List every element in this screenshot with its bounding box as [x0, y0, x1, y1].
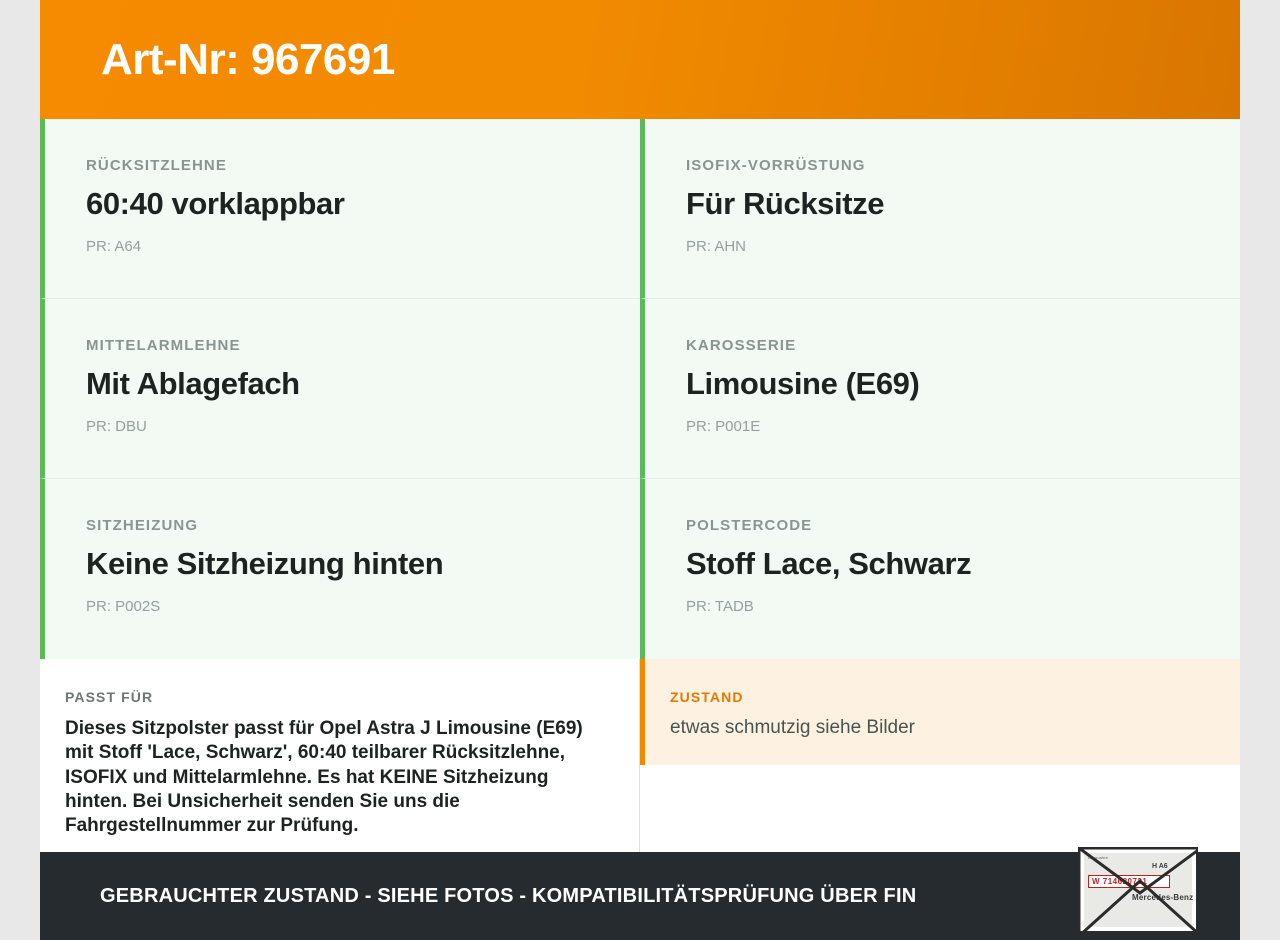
stamp-top-label: Limousine	[1088, 855, 1109, 860]
spec-label: KAROSSERIE	[686, 337, 797, 354]
condition-label: ZUSTAND	[670, 689, 744, 705]
spec-cell-rucksitzlehne	[40, 119, 640, 299]
header-bar	[40, 0, 1240, 119]
stamp-photo	[1084, 853, 1192, 927]
stamp-brand-text: Mercedes-Benz	[1132, 893, 1194, 902]
spec-cell-karosserie	[640, 299, 1240, 479]
spec-value: Limousine (E69)	[686, 366, 920, 401]
spec-label: POLSTERCODE	[686, 517, 813, 534]
spec-pr-code: PR: P002S	[86, 598, 161, 616]
listing-card	[40, 0, 1240, 940]
spec-label: ISOFIX-VORRÜSTUNG	[686, 157, 866, 174]
page-title: Art-Nr: 967691	[101, 34, 395, 84]
stamp-small-text: H A6	[1152, 863, 1168, 870]
spec-label: SITZHEIZUNG	[86, 517, 199, 534]
spec-pr-code: PR: DBU	[86, 418, 147, 436]
spec-value: Für Rücksitze	[686, 186, 885, 221]
spec-value: Keine Sitzheizung hinten	[86, 546, 444, 581]
info-row	[40, 659, 1240, 852]
spec-cell-mittelarmlehne	[40, 299, 640, 479]
spec-value: 60:40 vorklappbar	[86, 186, 345, 221]
spec-cell-polstercode	[640, 479, 1240, 659]
footer-bar	[40, 852, 1240, 940]
spec-pr-code: PR: TADB	[686, 598, 754, 616]
fits-for-label: PASST FÜR	[65, 689, 154, 705]
condition-column	[640, 659, 1240, 852]
spec-cell-isofix	[640, 119, 1240, 299]
spec-value: Mit Ablagefach	[86, 366, 300, 401]
spec-pr-code: PR: A64	[86, 238, 142, 256]
spec-label: RÜCKSITZLEHNE	[86, 157, 227, 174]
footer-text: GEBRAUCHTER ZUSTAND - SIEHE FOTOS - KOMPATIBILITÄTSPRÜFUNG ÜBER FIN	[100, 884, 917, 907]
fits-for-section	[40, 659, 640, 852]
envelope-photo-icon	[1078, 847, 1198, 933]
condition-filler	[640, 765, 1240, 852]
spec-value: Stoff Lace, Schwarz	[686, 546, 972, 581]
condition-section	[640, 659, 1240, 765]
spec-grid	[40, 119, 1240, 659]
fits-for-text: Dieses Sitzpolster passt für Opel Astra J Limousine (E69) mit Stoff 'Lace, Schwarz', 60:40 teilbarer Rücksitzlehne, ISOFIX und Mittelarmlehne. Es hat KEINE Sitzheizung hinten. Bei Unsicherheit senden Sie uns die Fahrgestellnummer zur Prüfung.	[65, 718, 583, 837]
spec-label: MITTELARMLEHNE	[86, 337, 241, 354]
spec-pr-code: PR: AHN	[686, 238, 747, 256]
stamp-plate-text: W 714620731	[1088, 875, 1170, 888]
spec-pr-code: PR: P001E	[686, 418, 761, 436]
condition-text: etwas schmutzig siehe Bilder	[670, 717, 915, 738]
spec-cell-sitzheizung	[40, 479, 640, 659]
